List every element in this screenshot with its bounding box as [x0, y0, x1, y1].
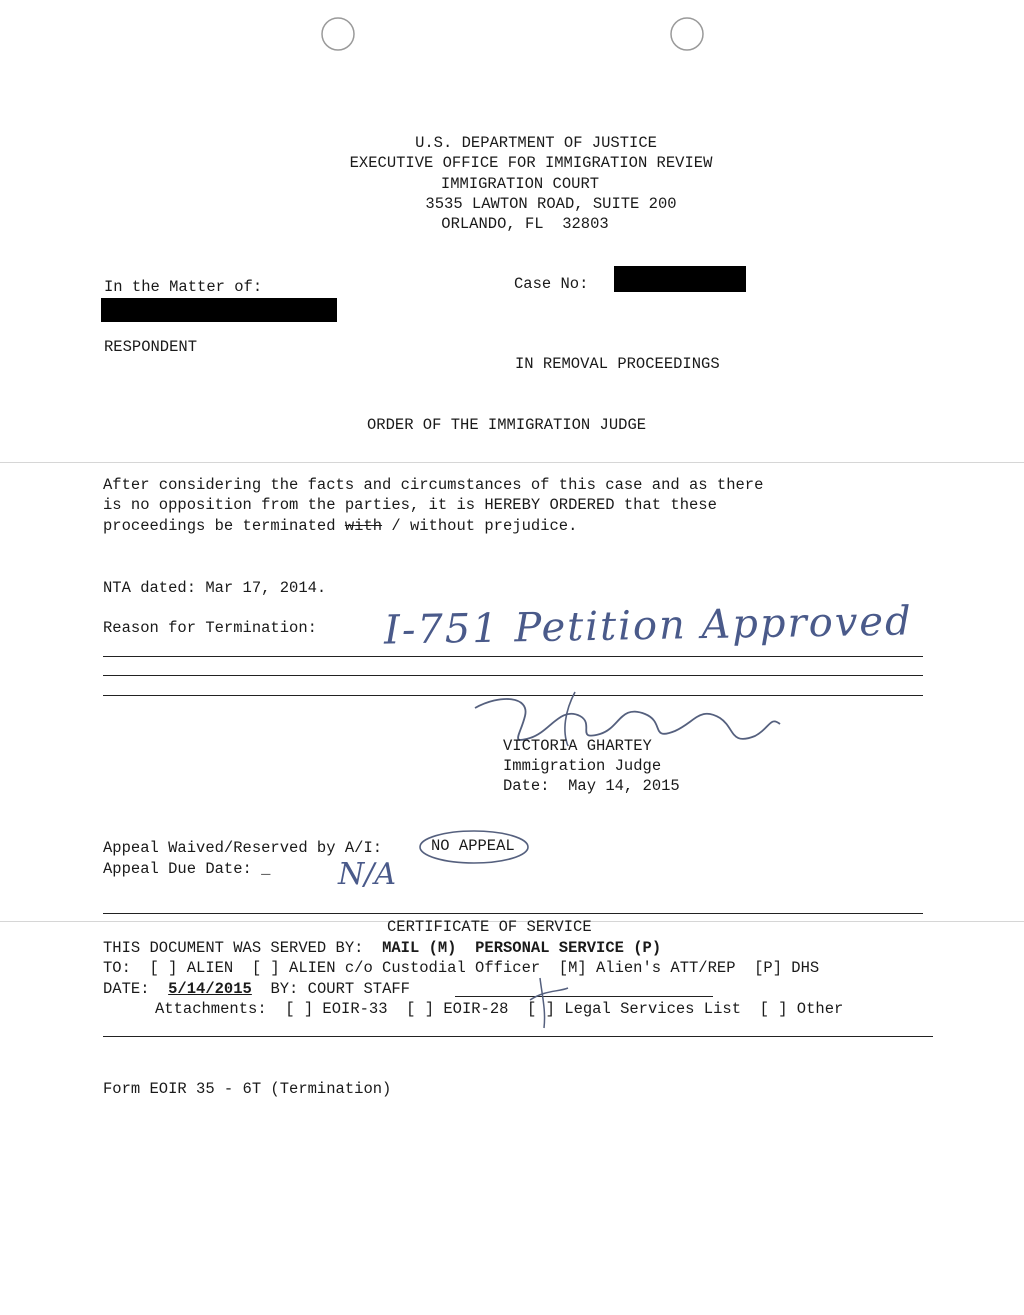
order-body-line-2: is no opposition from the parties, it is HEREBY ORDERED that these [103, 496, 717, 514]
agency-line: U.S. DEPARTMENT OF JUSTICE [415, 134, 657, 152]
order-body-line-1: After considering the facts and circumstances of this case and as there [103, 476, 764, 494]
served-by-mail: MAIL (M) [382, 939, 457, 957]
appeal-waived-value: NO APPEAL [431, 837, 515, 855]
address-line: 3535 LAWTON ROAD, SUITE 200 [425, 195, 677, 213]
struck-with: with [344, 517, 383, 535]
served-date-line [103, 982, 410, 998]
punch-holes [0, 0, 1024, 60]
served-by-line [103, 941, 661, 957]
served-by-personal: PERSONAL SERVICE (P) [475, 939, 662, 957]
city-line: ORLANDO, FL 32803 [441, 215, 609, 233]
served-by-staff: BY: COURT STAFF [270, 980, 410, 998]
staff-signature-line [455, 996, 713, 997]
order-date: Date: May 14, 2015 [503, 777, 680, 795]
certificate-title: CERTIFICATE OF SERVICE [387, 918, 592, 936]
respondent-label: RESPONDENT [104, 338, 198, 356]
certificate-bottom-rule [103, 1036, 933, 1037]
case-number-redacted [614, 266, 746, 292]
reason-line-1 [103, 656, 923, 657]
reason-label: Reason for Termination: [103, 619, 317, 637]
served-date-label: DATE: [103, 980, 150, 998]
respondent-name-redacted [101, 298, 337, 322]
attachments-line: Attachments: [ ] EOIR-33 [ ] EOIR-28 [ ] Legal Services List [ ] Other [155, 1000, 844, 1018]
punch-hole-right [671, 18, 703, 50]
no-appeal-circle [418, 828, 538, 868]
appeal-waived-label: Appeal Waived/Reserved by A/I: [103, 839, 383, 857]
court-line: IMMIGRATION COURT [440, 175, 600, 193]
case-no-label: Case No: [514, 275, 589, 293]
proceedings-type: IN REMOVAL PROCEEDINGS [515, 355, 720, 373]
appeal-due-label: Appeal Due Date: _ [103, 860, 271, 878]
judge-title: Immigration Judge [503, 757, 662, 775]
reason-line-2 [103, 675, 923, 676]
order-body-line-3-start: proceedings be terminated [103, 517, 345, 535]
punch-hole-left [322, 18, 354, 50]
form-id: Form EOIR 35 - 6T (Termination) [103, 1080, 392, 1098]
appeal-due-handwritten: N/A [338, 857, 397, 892]
served-by-label: THIS DOCUMENT WAS SERVED BY: [103, 939, 364, 957]
served-date-value: 5/14/2015 [168, 980, 252, 998]
office-line: EXECUTIVE OFFICE FOR IMMIGRATION REVIEW [349, 154, 713, 172]
order-body-line-3 [103, 519, 577, 535]
served-to-line: TO: [ ] ALIEN [ ] ALIEN c/o Custodial Officer [M] Alien's ATT/REP [P] DHS [103, 959, 820, 977]
reason-handwritten: I-751 Petition Approved [383, 598, 914, 654]
order-body-line-3-end: / without prejudice. [382, 517, 578, 535]
in-the-matter-label: In the Matter of: [104, 278, 263, 296]
divider [0, 462, 1024, 463]
judge-name: VICTORIA GHARTEY [503, 737, 652, 755]
certificate-top-rule [103, 913, 923, 914]
nta-dated: NTA dated: Mar 17, 2014. [103, 579, 327, 597]
order-title: ORDER OF THE IMMIGRATION JUDGE [367, 416, 647, 434]
